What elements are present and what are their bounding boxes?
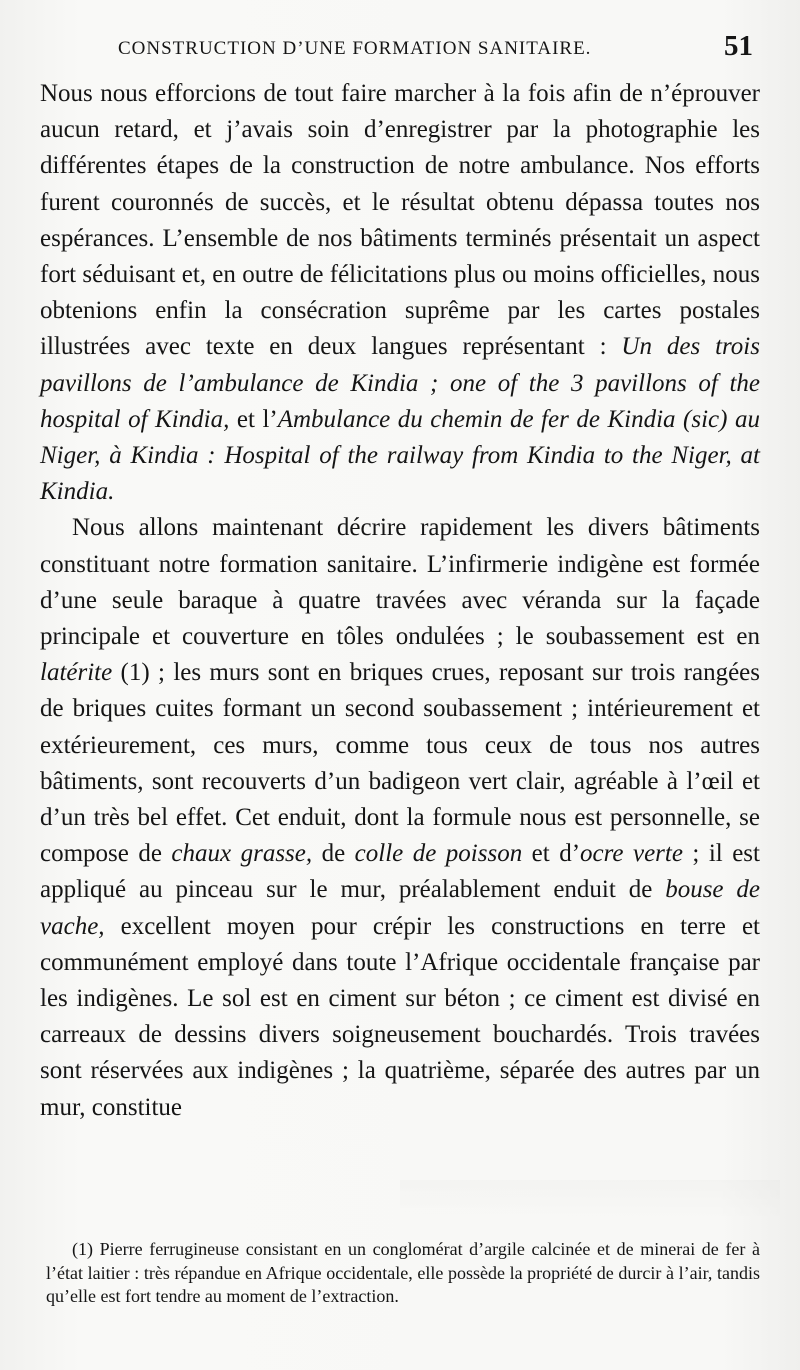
paragraph-text: de <box>312 840 355 868</box>
italic-term: colle de poisson <box>354 840 523 868</box>
paragraph-text: (1) ; les murs sont en briques crues, reposant sur trois rangées de briques cuites formant un second soubassement ; intérieurement et extérieurement, ces murs, comme tous ceux de tous nos autres bâtiments, sont recouverts d’un badigeon vert clair, agréable à l’œil et d’un très bel effet. Cet enduit, dont la formule nous est personnelle, se compose de <box>40 659 760 868</box>
italic-term: chaux grasse, <box>171 840 313 868</box>
italic-postcard-caption-1: Un des trois pavillons de l’ambulance de Kindia ; one of the 3 pavillons of the hospital of Kindia, <box>40 333 760 433</box>
paragraph-text: et l’ <box>229 405 278 433</box>
paragraph-construction-progress <box>40 76 760 510</box>
italic-term: ocre verte <box>580 840 683 868</box>
paragraph-text: et d’ <box>522 840 581 868</box>
paragraph-buildings-description <box>40 510 760 1125</box>
running-title: CONSTRUCTION D’UNE FORMATION SANITAIRE. <box>118 38 592 59</box>
paragraph-text: excellent moyen pour crépir les constructions en terre et communément employé dans toute l’Afrique occidentale française par les indigènes. Le sol est en ciment sur béton ; ce ciment est divisé en carreaux de dessins divers soigneusement bouchardés. Trois travées sont réservées aux indigènes ; la quatrième, séparée des autres par un mur, constitue <box>40 912 760 1121</box>
page-number: 51 <box>724 30 753 62</box>
paragraph-text: Nous allons maintenant décrire rapidement les divers bâtiments constituant notre formation sanitaire. L’infirmerie indigène est formée d’une seule baraque à quatre travées avec véranda sur la façade principale et couverture en tôles ondulées ; le soubassement est en <box>40 514 760 651</box>
footnote: (1) Pierre ferrugineuse consistant en un conglomérat d’argile calcinée et de minerai de fer à l’état laitier : très répandue en Afrique occidentale, elle possède la propriété de durcir à l’air, tandis qu’elle est fort tendre au moment de l’extraction. <box>46 1239 760 1306</box>
paragraph-text: Nous nous efforcions de tout faire marcher à la fois afin de n’éprouver aucun retard, et j’avais soin d’enregistrer par la photographie les différentes étapes de la construction de notre ambulance. Nos efforts furent couronnés de succès, et le résultat obtenu dépassa toutes nos espérances. L’ensemble de nos bâtiments terminés présentait un aspect fort séduisant et, en outre de félicitations plus ou moins officielles, nous obtenions enfin la consécration suprême par les cartes postales illustrées avec texte en deux langues représentant : <box>40 80 760 361</box>
italic-term: latérite <box>40 659 113 687</box>
italic-postcard-caption-2: Ambulance du chemin de fer de Kindia (sic) au Niger, à Kindia : Hospital of the railway from Kindia to the Niger, at Kindia. <box>40 405 760 506</box>
footnote-separator <box>40 1200 760 1201</box>
body-text <box>40 76 760 1126</box>
paragraph-text: ; il est appliqué au pinceau sur le mur, préalablement enduit de <box>40 840 760 904</box>
italic-term: bouse de vache, <box>40 876 760 940</box>
